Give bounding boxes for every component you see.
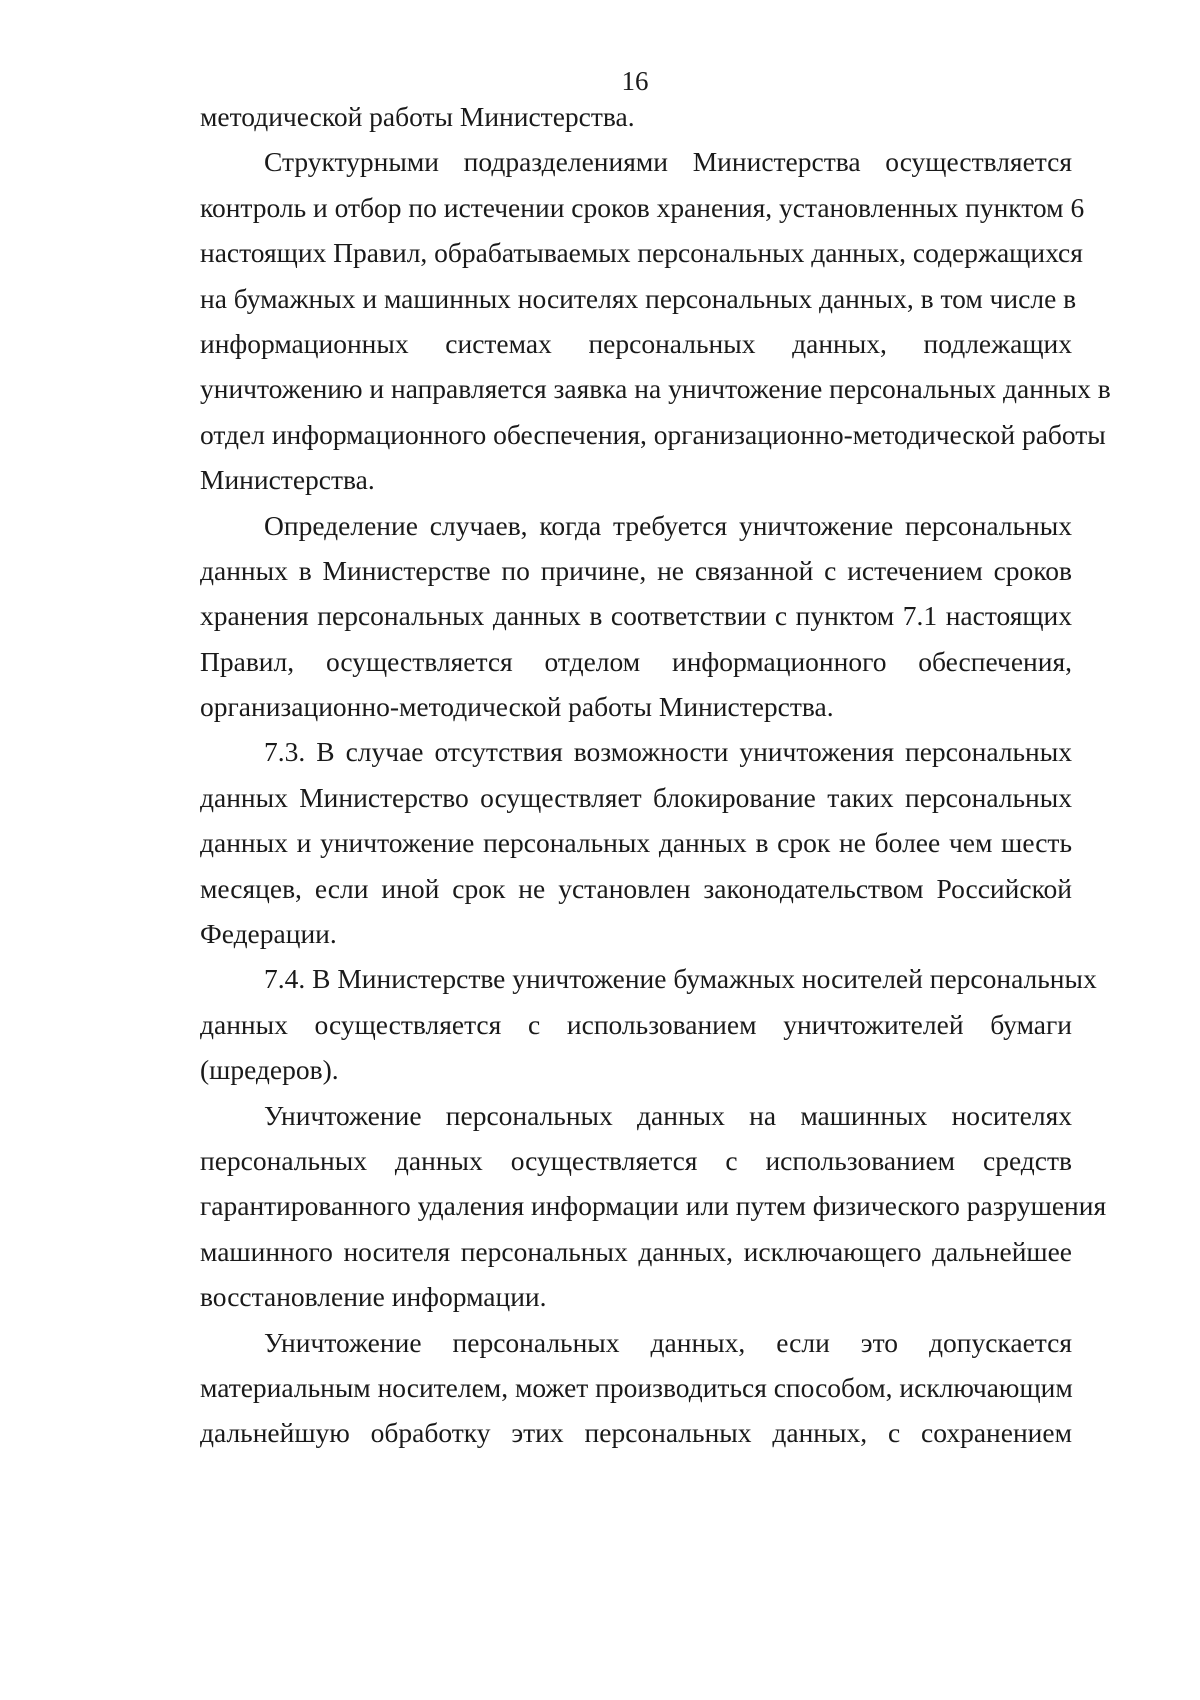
page-number: 16 <box>621 66 649 96</box>
paragraph <box>200 139 1111 502</box>
text-line: Определение случаев, когда требуется уничтожение персональных <box>264 509 1072 541</box>
text-line: гарантированного удаления информации или путем физического разрушения <box>200 1190 1107 1222</box>
text-line: машинного носителя персональных данных, исключающего дальнейшее <box>200 1235 1072 1267</box>
text-line: контроль и отбор по истечении сроков хранения, установленных пунктом 6 <box>200 191 1085 223</box>
text-line: данных осуществляется с использованием уничтожителей бумаги <box>200 1008 1072 1040</box>
text-line: Федерации. <box>200 918 337 950</box>
text-line: на бумажных и машинных носителях персональных данных, в том числе в <box>200 282 1077 314</box>
text-line: данных Министерство осуществляет блокирование таких персональных <box>200 781 1072 813</box>
paragraph <box>200 956 1097 1092</box>
text-line: отдел информационного обеспечения, организационно-методической работы <box>200 418 1106 450</box>
text-line: Уничтожение персональных данных на машинных носителях <box>264 1099 1072 1131</box>
text-line: восстановление информации. <box>200 1281 547 1313</box>
paragraph <box>200 729 1072 956</box>
text-line: хранения персональных данных в соответствии с пунктом 7.1 настоящих <box>200 600 1072 632</box>
paragraph <box>200 1320 1072 1456</box>
text-line: Министерства. <box>200 464 375 496</box>
text-line: материальным носителем, может производиться способом, исключающим <box>200 1371 1073 1403</box>
text-line: 7.3. В случае отсутствия возможности уничтожения персональных <box>264 736 1072 768</box>
text-line: данных и уничтожение персональных данных в срок не более чем шесть <box>200 827 1072 859</box>
text-line: месяцев, если иной срок не установлен законодательством Российской <box>200 872 1072 904</box>
document-body <box>200 94 1111 1456</box>
paragraph <box>200 94 1072 139</box>
text-line: информационных системах персональных данных, подлежащих <box>200 327 1072 359</box>
text-line: данных в Министерстве по причине, не связанной с истечением сроков <box>200 554 1072 586</box>
text-line: Правил, осуществляется отделом информационного обеспечения, <box>200 645 1072 677</box>
text-line: дальнейшую обработку этих персональных данных, с сохранением <box>200 1417 1072 1449</box>
paragraph <box>200 503 1072 730</box>
text-line: персональных данных осуществляется с использованием средств <box>200 1144 1072 1176</box>
text-line: организационно-методической работы Министерства. <box>200 691 834 723</box>
paragraph <box>200 1093 1107 1320</box>
text-line: (шредеров). <box>200 1054 339 1086</box>
text-line: 7.4. В Министерстве уничтожение бумажных носителей персональных <box>264 963 1097 995</box>
text-line: настоящих Правил, обрабатываемых персональных данных, содержащихся <box>200 237 1083 269</box>
text-line: методической работы Министерства. <box>200 101 635 132</box>
text-line: Уничтожение персональных данных, если это допускается <box>264 1326 1072 1358</box>
text-line: Структурными подразделениями Министерства осуществляется <box>264 146 1072 178</box>
text-line: уничтожению и направляется заявка на уничтожение персональных данных в <box>200 373 1111 405</box>
